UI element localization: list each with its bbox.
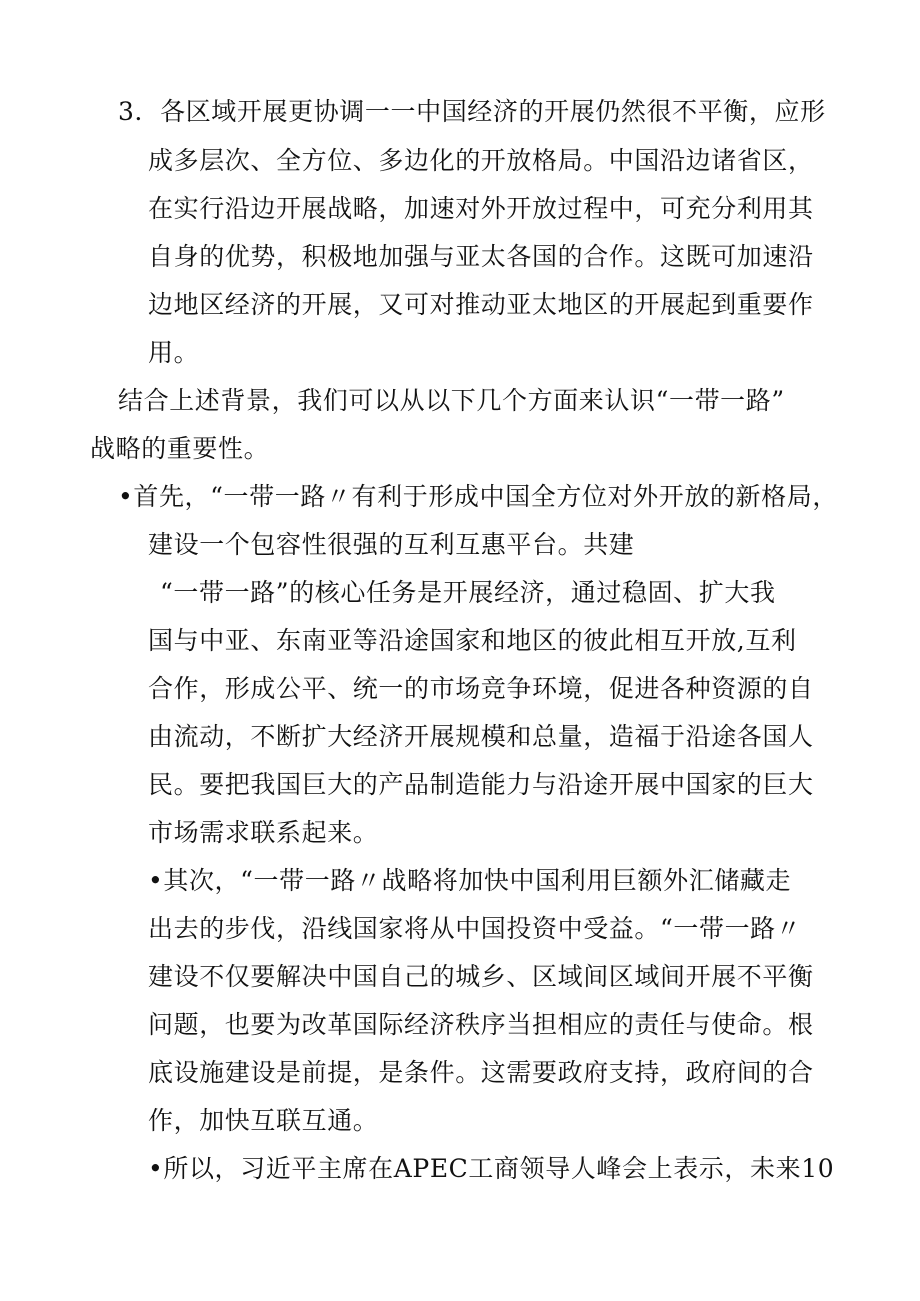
text-line: 建设不仅要解决中国自己的城乡、区域间区域间开展不平衡	[148, 962, 814, 991]
text-line: •其次，“一带一路〃战略将加快中国利用巨额外汇储藏走	[148, 866, 792, 895]
text-line: •所以，习近平主席在APEC工商领导人峰会上表示，未来10	[148, 1154, 835, 1183]
text-line: 问题，也要为改革国际经济秩序当担相应的责任与使命。根	[148, 1010, 814, 1039]
text-line: 市场需求联系起来。	[148, 818, 379, 847]
text-line: 战略的重要性。	[90, 434, 270, 463]
text-line: 在实行沿边开展战略，加速对外开放过程中，可充分利用其	[148, 194, 814, 223]
text-line: 底设施建设是前提，是条件。这需要政府支持，政府间的合	[148, 1058, 814, 1087]
text-line: “一带一路”的核心任务是开展经济，通过稳固、扩大我	[160, 578, 776, 607]
text-line: 由流动，不断扩大经济开展规模和总量，造福于沿途各国人	[148, 722, 814, 751]
text-line: 用。	[148, 338, 200, 367]
text-line: •首先，“一带一路〃有利于形成中国全方位对外开放的新格局，	[118, 482, 838, 511]
text-line: 民。要把我国巨大的产品制造能力与沿途开展中国家的巨大	[148, 770, 814, 799]
text-line: 作，加快互联互通。	[148, 1106, 379, 1135]
text-line: 国与中亚、东南亚等沿途国家和地区的彼此相互开放,互利	[148, 626, 797, 655]
text-line: 自身的优势，积极地加强与亚太各国的合作。这既可加速沿	[148, 242, 814, 271]
text-line: 3．各区域开展更协调一一中国经济的开展仍然很不平衡，应形	[118, 97, 826, 126]
text-line: 出去的步伐，沿线国家将从中国投资中受益。“一带一路〃	[148, 914, 802, 943]
text-line: 建设一个包容性很强的互利互惠平台。共建	[148, 530, 635, 559]
text-line: 边地区经济的开展，又可对推动亚太地区的开展起到重要作	[148, 290, 814, 319]
text-line: 成多层次、全方位、多边化的开放格局。中国沿边诸省区，	[148, 146, 814, 175]
text-line: 结合上述背景，我们可以从以下几个方面来认识“一带一路”	[118, 386, 785, 415]
text-line: 合作，形成公平、统一的市场竞争环境，促进各种资源的自	[148, 674, 814, 703]
